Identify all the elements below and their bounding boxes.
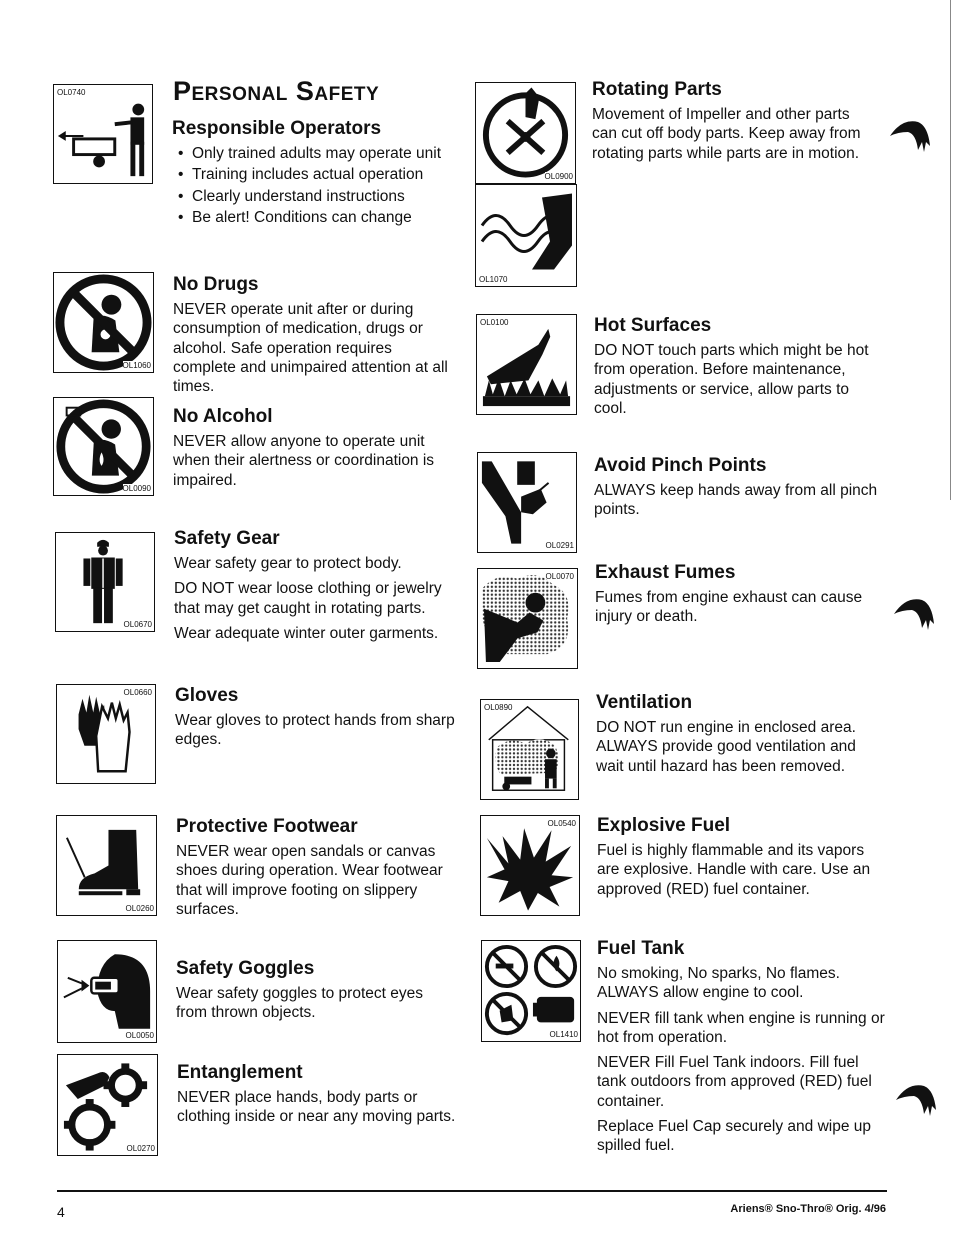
attention-icon xyxy=(894,1076,938,1120)
section-text: NEVER operate unit after or during consumption of medication, drugs or alcohol. Safe operation requires complete and unimpaired attention at all times. xyxy=(173,301,448,396)
footer-reference: Ariens® Sno-Thro® Orig. 4/96 xyxy=(730,1203,886,1215)
section-heading: No Drugs xyxy=(173,274,259,295)
icon-code: OL0050 xyxy=(125,1031,154,1040)
section-heading: Explosive Fuel xyxy=(597,815,731,836)
icon-code: OL0090 xyxy=(122,484,151,493)
no-drugs-section xyxy=(173,274,453,402)
section-heading: Rotating Parts xyxy=(592,79,722,100)
icon-code: OL0900 xyxy=(544,172,573,181)
section-text: Replace Fuel Cap securely and wipe up spilled fuel. xyxy=(597,1118,871,1155)
icon-code: OL1070 xyxy=(479,275,508,284)
section-text: DO NOT wear loose clothing or jewelry that may get caught in rotating parts. xyxy=(174,580,442,617)
pinch-points-icon xyxy=(477,452,577,553)
page-edge-line xyxy=(950,0,951,500)
icon-code: OL1410 xyxy=(549,1030,578,1039)
rotating-parts-icon xyxy=(475,82,576,184)
safety-goggles-section xyxy=(176,958,456,1029)
icon-code: OL0291 xyxy=(545,541,574,550)
no-alcohol-section xyxy=(173,406,453,496)
section-text: No smoking, No sparks, No flames. ALWAYS allow engine to cool. xyxy=(597,965,840,1002)
entanglement-icon xyxy=(57,1054,158,1156)
exhaust-fumes-icon xyxy=(477,568,578,669)
icon-code: OL0260 xyxy=(125,904,154,913)
icon-code: OL0740 xyxy=(57,88,86,97)
list-item: • Clearly understand instructions xyxy=(178,187,452,206)
attention-icon xyxy=(888,112,932,156)
ventilation-section xyxy=(596,692,881,782)
pinch-points-section xyxy=(594,455,879,526)
section-heading: Avoid Pinch Points xyxy=(594,455,767,476)
no-drugs-icon xyxy=(53,272,154,373)
section-heading: Fuel Tank xyxy=(597,938,685,959)
fuel-tank-section xyxy=(597,938,887,1162)
section-text: Wear adequate winter outer garments. xyxy=(174,624,439,642)
icon-code: OL0540 xyxy=(547,819,576,828)
responsible-operators-icon xyxy=(53,84,153,184)
entanglement-section xyxy=(177,1062,457,1133)
hot-surfaces-section xyxy=(594,315,884,424)
protective-footwear-icon xyxy=(56,815,157,916)
section-heading: No Alcohol xyxy=(173,406,273,427)
ventilation-icon xyxy=(480,699,579,800)
section-text: DO NOT touch parts which might be hot from operation. Before maintenance, adjustments or service, allow parts to cool. xyxy=(594,342,869,417)
gloves-icon xyxy=(56,684,156,784)
section-text: Fuel is highly flammable and its vapors are explosive. Handle with care. Use an approved (RED) fuel container. xyxy=(597,842,871,898)
section-text: NEVER fill tank when engine is running or hot from operation. xyxy=(597,1009,885,1046)
icon-code: OL0100 xyxy=(480,318,509,327)
section-text: Movement of Impeller and other parts can cut off body parts. Keep away from rotating parts while parts are in motion. xyxy=(592,106,861,162)
responsible-operators-section xyxy=(172,118,452,229)
page-number: 4 xyxy=(57,1204,65,1220)
icon-code: OL0670 xyxy=(123,620,152,629)
section-text: NEVER allow anyone to operate unit when their alertness or coordination is impaired. xyxy=(173,433,435,489)
section-heading: Entanglement xyxy=(177,1062,303,1083)
section-heading: Safety Gear xyxy=(174,528,280,549)
section-text: Wear safety gear to protect body. xyxy=(174,555,402,572)
explosive-fuel-section xyxy=(597,815,882,905)
fuel-tank-icon xyxy=(481,940,581,1042)
icon-code: OL1060 xyxy=(122,361,151,370)
section-heading: Exhaust Fumes xyxy=(595,562,736,583)
explosive-fuel-icon xyxy=(480,815,580,916)
safety-gear-section xyxy=(174,528,459,649)
gloves-section xyxy=(175,685,455,756)
attention-icon xyxy=(892,590,936,634)
section-text: DO NOT run engine in enclosed area. ALWAYS provide good ventilation and wait until hazard has been removed. xyxy=(596,719,856,775)
bullet-list xyxy=(172,144,452,227)
safety-goggles-icon xyxy=(57,940,157,1043)
section-heading: Gloves xyxy=(175,685,239,706)
section-heading: Responsible Operators xyxy=(172,118,382,139)
section-text: NEVER wear open sandals or canvas shoes during operation. Wear footwear that will improve footing on slippery surfaces. xyxy=(176,843,443,918)
section-heading: Hot Surfaces xyxy=(594,315,712,336)
exhaust-fumes-section xyxy=(595,562,880,633)
icon-code: OL0890 xyxy=(484,703,513,712)
icon-code: OL0070 xyxy=(545,572,574,581)
rotating-parts-section xyxy=(592,79,877,169)
icon-code: OL0270 xyxy=(126,1144,155,1153)
hot-surfaces-icon xyxy=(476,314,577,415)
no-alcohol-icon xyxy=(53,397,154,496)
section-text: Fumes from engine exhaust can cause injury or death. xyxy=(595,589,863,626)
list-item: • Only trained adults may operate unit xyxy=(178,144,452,163)
list-item: • Training includes actual operation xyxy=(178,165,452,184)
section-heading: Safety Goggles xyxy=(176,958,315,979)
section-text: NEVER Fill Fuel Tank indoors. Fill fuel tank outdoors from approved (RED) fuel container. xyxy=(597,1054,872,1110)
section-text: Wear safety goggles to protect eyes from thrown objects. xyxy=(176,985,423,1022)
list-item: • Be alert! Conditions can change xyxy=(178,208,452,227)
icon-code: OL0660 xyxy=(123,688,152,697)
section-heading: Protective Footwear xyxy=(176,816,358,837)
page-title: Personal Safety xyxy=(173,76,380,106)
section-text: ALWAYS keep hands away from all pinch points. xyxy=(594,482,878,519)
protective-footwear-section xyxy=(176,816,461,925)
impeller-icon xyxy=(475,184,577,287)
section-heading: Ventilation xyxy=(596,692,693,713)
section-text: Wear gloves to protect hands from sharp edges. xyxy=(175,712,455,749)
footer-rule xyxy=(57,1190,887,1192)
safety-gear-icon xyxy=(55,532,155,632)
section-text: NEVER place hands, body parts or clothing inside or near any moving parts. xyxy=(177,1089,456,1126)
